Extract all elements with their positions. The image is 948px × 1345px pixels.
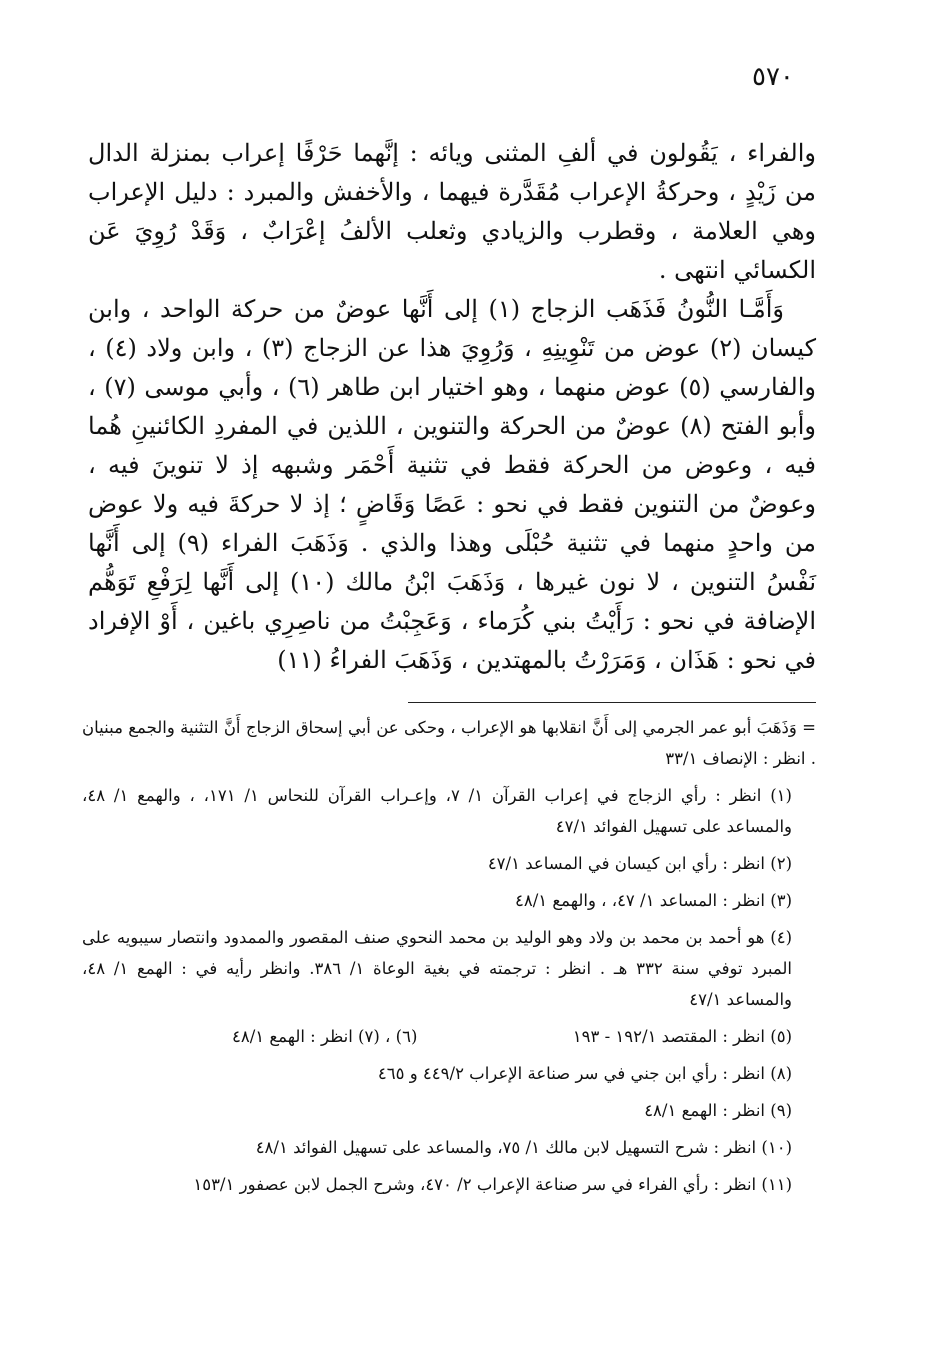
- footnote-10: (١٠) انظر : شرح التسهيل لابن مالك ١/ ٧٥، والمساعد على تسهيل الفوائد ٤٨/١: [255, 1138, 792, 1157]
- footnote-9: (٩) انظر : الهمع ٤٨/١: [644, 1101, 792, 1120]
- footnote-8: (٨) انظر : رأي ابن جني في سر صناعة الإعراب ٤٤٩/٢ و ٤٦٥: [377, 1064, 792, 1083]
- footnote-continuation: = وَذَهَبَ أبو عمر الجرمي إلى أَنَّ انقلابها هو الإعراب ، وحكى عن أبي إسحاق الزجاج أَنَّ التثنية والجمع مبنيان . انظر : الإنصاف ٣٣/١: [82, 718, 816, 768]
- main-text: [88, 134, 816, 680]
- footnote-5: (٥) انظر : المقتصد ١٩٢/١ - ١٩٣: [572, 1027, 792, 1046]
- footnote-2: (٢) انظر : رأي ابن كيسان في المساعد ٤٧/١: [487, 854, 792, 873]
- footnote-11: (١١) انظر : رأي الفراء في سر صناعة الإعراب ٢/ ٤٧٠، وشرح الجمل لابن عصفور ١٥٣/١: [193, 1175, 792, 1194]
- footnote-4: (٤) هو أحمد بن محمد بن ولاد وهو الوليد بن محمد النحوي صنف المقصور والممدود وانتصار سيبويه على المبرد توفي سنة ٣٣٢ هـ . انظر : ترجمته في بغية الوعاة ١/ ٣٨٦. وانظر رأيه في : الهمع ١/ ٤٨، والمساعد ٤٧/١: [82, 928, 792, 1009]
- footnote-1: (١) انظر : رأي الزجاج في إعراب القرآن ١/ ٧، وإعـراب القرآن للنحاس ١/ ١٧١، ، والهمع ١/ ٤٨، والمساعد على تسهيل الفوائد ٤٧/١: [82, 786, 792, 836]
- paragraph: والفراء ، يَقُولون في ألفِ المثنى ويائه : إنَّهما حَرْفًا إعراب بمنزلة الدال من زَيْدٍ ، وحركةُ الإعراب مُقَدَّرة فيهما ، والأخفش والمبرد : دليل الإعراب وهي العلامة ، وقطرب والزيادي وثعلب الألفُ إعْرَابٌ ، وَقَدْ رُوِيَ عَن الكسائي انتهى .: [88, 139, 816, 284]
- paragraph: وَأَمَّـا النُّونُ فَذَهَب الزجاج (١) إلى أَنَّها عوضٌ من حركة الواحد ، وابن كيسان (٢) عوض من تَنْوِينِهِ ، وَرُوِيَ هذا عن الزجاج (٣) ، وابن ولاد (٤) ، والفارسي (٥) عوض منهما ، وهو اختيار ابن طاهر (٦) ، وأبي موسى (٧) ، وأبو الفتح (٨) عوضٌ من الحركة والتنوين ، اللذين في المفردِ الكائنينِ هُما فيه ، وعوض من الحركة فقط في تثنية أَحْمَر وشبهه إذ لا تنوينَ فيه ، وعوضٌ من التنوين فقط في نحو : عَصًا وَقَاضٍ ؛ إذ لا حركةَ فيه ولا عوض من واحدٍ منهما في تثنية حُبْلَى وهذا والذي . وَذَهَبَ الفراء (٩) إلى أَنَّها نَفْسُ التنوين ، لا نون غيرها ، وَذَهَبَ ابْنُ مالك (١٠) إلى أَنَّها لِرَفْعِ تَوَهُّم الإضافة في نحو : رَأَيْتُ بني كُرَماء ، وَعَجِبْتُ من ناصِرِي باغين ، أَوْ الإفراد في نحو : هَذَان ، وَمَرَرْتُ بالمهتدين ، وَذَهَبَ الفراءُ (١١): [88, 295, 817, 674]
- footnotes: [82, 712, 816, 1206]
- footnote-3: (٣) انظر : المساعد ١/ ٤٧، ، والهمع ٤٨/١: [515, 891, 792, 910]
- footnote-6-7: (٦) ، (٧) انظر : الهمع ٤٨/١: [232, 1027, 418, 1046]
- footnote-row-5-7: [232, 1021, 816, 1052]
- page-number: ٥٧٠: [752, 62, 794, 92]
- footnote-separator: [408, 702, 816, 703]
